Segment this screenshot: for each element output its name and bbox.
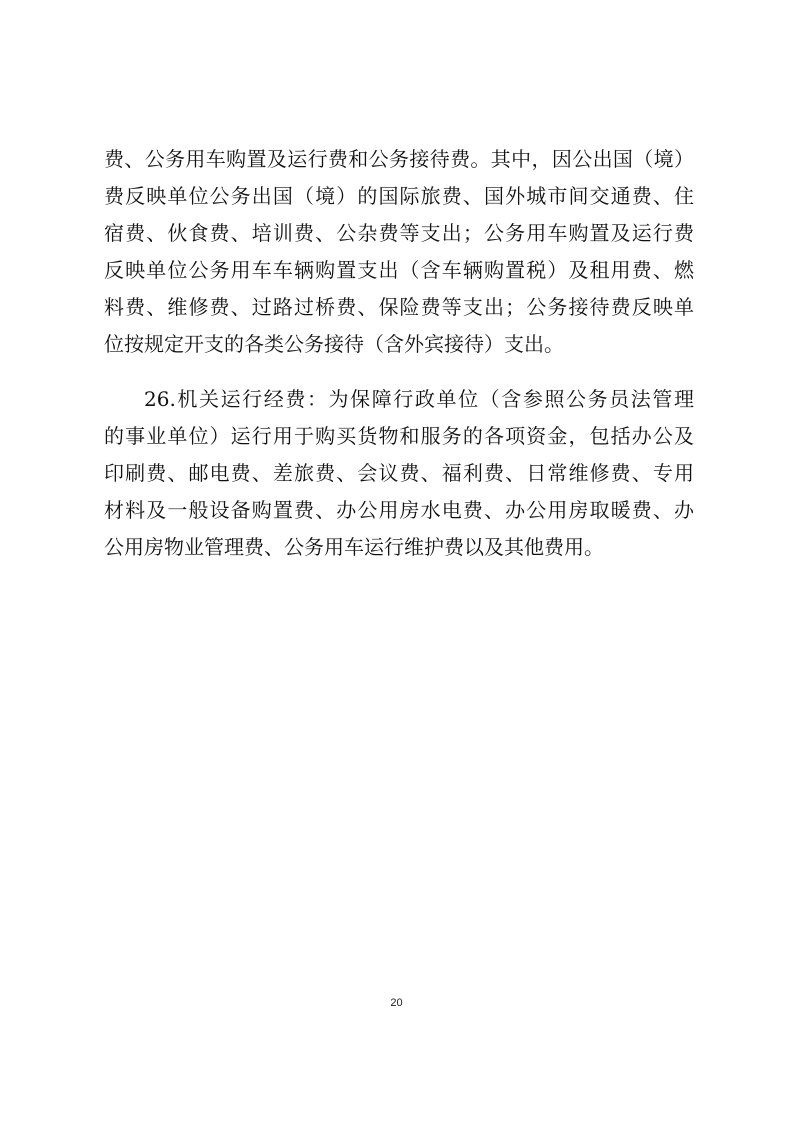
text-line: 印刷费、邮电费、差旅费、会议费、福利费、日常维修费、专用 [104, 461, 694, 485]
text-line: 反映单位公务用车车辆购置支出（含车辆购置税）及租用费、燃 [104, 258, 694, 282]
text-line: 宿费、伙食费、培训费、公杂费等支出；公务用车购置及运行费 [104, 221, 694, 245]
text-line: 材料及一般设备购置费、办公用房水电费、办公用房取暖费、办 [104, 498, 694, 522]
text-line: 公用房物业管理费、公务用车运行维护费以及其他费用。 [104, 535, 604, 559]
text-line: 的事业单位）运行用于购买货物和服务的各项资金，包括办公及 [104, 424, 694, 448]
paragraph-agency-operating-funds [104, 381, 694, 566]
text-line: 位按规定开支的各类公务接待（含外宾接待）支出。 [104, 332, 564, 356]
text-line: 费反映单位公务出国（境）的国际旅费、国外城市间交通费、住 [104, 184, 694, 208]
paragraph-official-expenses [104, 141, 694, 363]
page-number: 20 [390, 997, 403, 1009]
text-line: 26.机关运行经费：为保障行政单位（含参照公务员法管理 [144, 387, 694, 411]
text-line: 费、公务用车购置及运行费和公务接待费。其中，因公出国（境） [104, 147, 694, 171]
text-line: 料费、维修费、过路过桥费、保险费等支出；公务接待费反映单 [104, 295, 694, 319]
